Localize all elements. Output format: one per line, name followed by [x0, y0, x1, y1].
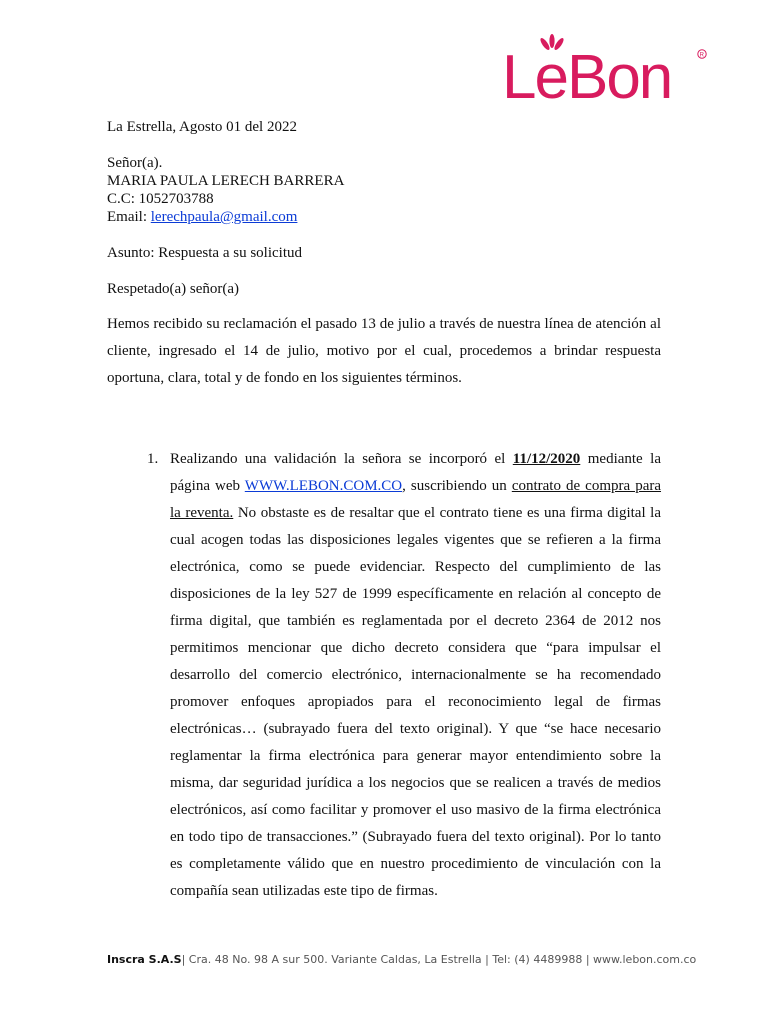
greeting: Respetado(a) señor(a) — [107, 281, 240, 297]
footer — [107, 953, 696, 967]
list-number: 1. — [147, 451, 159, 467]
item-text-3: , suscribiendo un — [402, 478, 512, 494]
svg-text:R: R — [699, 52, 704, 59]
item-text-1: Realizando una validación la señora se incorporó el — [170, 451, 513, 467]
recipient-email-line — [107, 208, 297, 226]
subject: Asunto: Respuesta a su solicitud — [107, 245, 302, 261]
incorporation-date: 11/12/2020 — [512, 451, 581, 467]
recipient-id: C.C: 1052703788 — [107, 191, 214, 207]
footer-company: Inscra S.A.S — [107, 953, 182, 966]
item-text-4: No obstaste es de resaltar que el contrato tiene es una firma digital la cual acogen todas las disposiciones legales vigentes que se refieren a la firma electrónica, como se puede evidenciar. Respecto del cumplimiento de las disposiciones de la ley 527 de 1999 específicamente en relación al concepto de firma digital, que también es reglamentada por el decreto 2364 de 2012 nos permitimos mencionar que dicho decreto considera que “para impulsar el desarrollo del comercio electrónico, internacionalmente se ha recomendado promover enfoques apropiados para el reconocimiento legal de firmas electrónicas… (subrayado fuera del texto original). Y que “se hace necesario reglamentar la firma electrónica para generar mayor entendimiento sobre la misma, dar seguridad jurídica a los negocios que se realicen a través de medios electrónicos, así como facilitar y promover el uso masivo de la firma electrónica en todo tipo de transacciones.” (Subrayado fuera del texto original). Por lo tanto es completamente válido que en nuestro procedimiento de vinculación con la compañía sean utilizadas este tipo de firmas. — [170, 505, 661, 899]
lebon-logo — [500, 34, 715, 110]
email-label: Email: — [107, 209, 151, 225]
contract-text: contrato de compra para la reventa. — [170, 478, 662, 521]
footer-address: | Cra. 48 No. 98 A sur 500. Variante Caldas, La Estrella | Tel: (4) 4489988 | www.lebon.com.co — [181, 953, 697, 966]
recipient-name: MARIA PAULA LERECH BARRERA — [107, 173, 345, 189]
website-link[interactable]: WWW.LEBON.COM.CO — [244, 478, 403, 494]
date-line: La Estrella, Agosto 01 del 2022 — [107, 119, 297, 135]
email-link[interactable]: lerechpaula@gmail.com — [150, 209, 298, 225]
list-item-1 — [170, 446, 661, 905]
item-text-2: mediante la página web — [170, 451, 661, 494]
svg-text:LeBon: LeBon — [502, 43, 672, 110]
intro-paragraph: Hemos recibido su reclamación el pasado 13 de julio a través de nuestra línea de atención al cliente, ingresado el 14 de julio, motivo por el cual, procedemos a brindar respuesta oportuna, clara, total y de fondo en los siguientes términos. — [107, 316, 661, 386]
salutation-title: Señor(a). — [107, 155, 163, 171]
